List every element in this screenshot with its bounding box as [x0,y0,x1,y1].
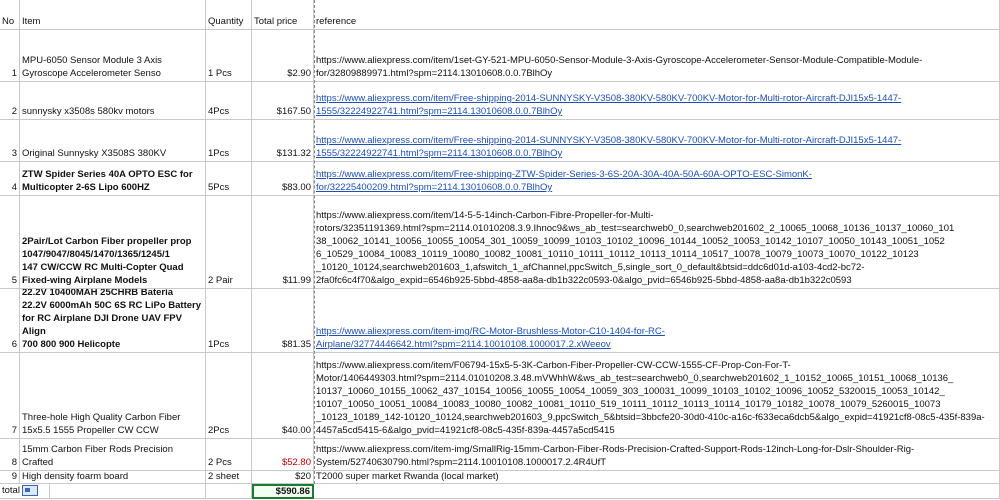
row-number[interactable]: 9 [0,471,20,484]
item-cell[interactable] [20,353,206,439]
reference-line: https://www.aliexpress.com/item/Free-shipping-2014-SUNNYSKY-V3508-380KV-580KV-700KV-Motor-for-Multi-rotor-Aircraft-DJI15x5-1447- [316,135,902,146]
reference-link[interactable] [314,162,1000,196]
price-cell[interactable]: $11.99 [252,196,314,289]
item-line: High density foarm board [22,471,129,482]
total-value[interactable]: $590.86 [252,484,314,499]
paste-options-icon[interactable] [22,485,38,496]
reference-line: 1555/32224922741.html?spm=2114.13010608.0.0.7BlhOy [316,148,563,159]
empty-cell[interactable] [50,484,206,499]
item-cell[interactable] [20,82,206,120]
price-cell[interactable]: $52.80 [252,439,314,471]
item-line: 15mm Carbon Fiber Rods Precision [22,444,174,455]
reference-line: https://www.aliexpress.com/item-img/RC-Motor-Brushless-Motor-C10-1404-for-RC- [316,326,665,337]
reference-link[interactable] [314,82,1000,120]
item-line: 1047/9047/8045/1470/1365/1245/1 [22,249,170,260]
row-number[interactable]: 7 [0,353,20,439]
item-cell[interactable] [20,120,206,162]
row-number[interactable]: 1 [0,30,20,82]
item-line: sunnysky x3508s 580kv motors [22,106,155,117]
header-quantity[interactable]: Quantity [206,0,252,30]
item-line: Crafted [22,457,54,468]
reference-line: 10107_10050_10051_10084_10083_10080_10082_10081_10110_519_10111_10112_10113_10114_10179_10182_10078_10079_5260015_10073 [316,399,941,410]
reference-cell[interactable] [314,439,1000,471]
reference-cell[interactable] [314,30,1000,82]
row-number[interactable]: 6 [0,289,20,353]
price-cell[interactable]: $40.00 [252,353,314,439]
price-cell[interactable]: $131.32 [252,120,314,162]
row-number[interactable]: 8 [0,439,20,471]
item-line: Fixed-wing Airplane Models [22,275,148,286]
reference-line: https://www.aliexpress.com/item/F06794-15x5-5-3K-Carbon-Fiber-Propeller-CW-CCW-1555-CF-Prop-Con-For-T- [316,360,791,371]
price-cell[interactable]: $20 [252,471,314,484]
row-number[interactable]: 4 [0,162,20,196]
total-label: total [2,485,20,496]
table-row [0,353,1000,439]
reference-line: https://www.aliexpress.com/item/Free-shipping-ZTW-Spider-Series-3-6S-20A-30A-40A-50A-60A-OPTO-ESC-SimonK- [316,169,812,180]
header-row [0,0,1000,30]
item-cell[interactable] [20,439,206,471]
table-row [0,82,1000,120]
row-number[interactable]: 5 [0,196,20,289]
reference-line: Airplane/32774446642.html?spm=2114.10010108.1000017.2.xWeeov [316,339,611,350]
header-no[interactable]: No [0,0,20,30]
price-cell[interactable]: $83.00 [252,162,314,196]
item-line: for RC Airplane DJI Drone UAV FPV Align [22,313,182,337]
reference-line: 4457a5cd5415-6&algo_pvid=41921cf8-08c5-435f-839a-4457a5cd5415 [316,425,615,436]
item-cell[interactable] [20,30,206,82]
reference-link[interactable] [314,120,1000,162]
row-number[interactable]: 2 [0,82,20,120]
reference-line: T2000 super market Rwanda (local market) [316,471,499,482]
quantity-cell[interactable]: 1Pcs [206,120,252,162]
reference-line: rotors/32351191369.html?spm=2114.01010208.3.9.Ihnoc9&ws_ab_test=searchweb0_0,searchweb201602_2_10065_10068_10136_10137_10060_101 [316,223,955,234]
table-row [0,162,1000,196]
reference-line: https://www.aliexpress.com/item/1set-GY-521-MPU-6050-Sensor-Module-3-Axis-Gyroscope-Accelerometer-Sensor-Module-Compatible-Module- [316,55,923,66]
empty-cell[interactable] [314,484,1000,499]
item-line: 700 800 900 Helicopte [22,339,121,350]
table-row [0,196,1000,289]
table-row [0,120,1000,162]
header-reference[interactable]: reference [314,0,1000,30]
price-cell[interactable]: $2.90 [252,30,314,82]
reference-line: System/52740630790.html?spm=2114.10010108.1000017.2.4R4UfT [316,457,607,468]
row-number[interactable]: 3 [0,120,20,162]
table-row [0,289,1000,353]
item-cell[interactable] [20,289,206,353]
quantity-cell[interactable]: 2 Pcs [206,439,252,471]
item-line: Gyroscope Accelerometer Senso [22,68,161,79]
reference-line: 10137_10060_10155_10062_437_10154_10056_10055_10054_10059_303_100031_10099_10103_10102_10096_10052_5320015_10053_10142_ [316,386,945,397]
empty-cell[interactable] [206,484,252,499]
quantity-cell[interactable]: 5Pcs [206,162,252,196]
reference-line: for/32809889971.html?spm=2114.13010608.0.0.7BlhOy [316,68,553,79]
item-cell[interactable] [20,162,206,196]
reference-line: 6_10529_10084_10083_10119_10080_10082_10081_10110_10111_10112_10113_10114_10517_10078_10079_10073_10070_10122_10123 [316,249,919,260]
reference-line: _10120_10124,searchweb201603_1,afswitch_1_afChannel,ppcSwitch_5,single_sort_0_default&btsid=ddc6d01d-a103-4cd2-bc72- [316,262,865,273]
item-cell[interactable] [20,196,206,289]
table-row [0,439,1000,471]
page-break-line [314,0,315,484]
reference-cell[interactable] [314,196,1000,289]
header-total-price[interactable]: Total price [252,0,314,30]
item-line: MPU-6050 Sensor Module 3 Axis [22,55,162,66]
item-line: 22.2V 6000mAh 50C 6S RC LiPo Battery [22,300,201,311]
reference-line: https://www.aliexpress.com/item/Free-shipping-2014-SUNNYSKY-V3508-380KV-580KV-700KV-Motor-for-Multi-rotor-Aircraft-DJI15x5-1447- [316,93,902,104]
reference-line: _10123_10189_142-10120_10124,searchweb201603_9,ppcSwitch_5&btsid=3bbcfe20-30d0-410c-a16c-f633eca6dcb5&algo_expid=41921cf8-08c5-435f-839a- [316,412,985,423]
reference-line: https://www.aliexpress.com/item-img/SmallRig-15mm-Carbon-Fiber-Rods-Precision-Crafted-Support-Rods-12inch-Long-for-Dslr-Shoulder-Rig- [316,444,915,455]
reference-line: 38_10062_10141_10056_10055_10054_301_10059_10099_10103_10102_10096_10144_10052_10053_10142_10107_10050_10143_10051_1052 [316,236,945,247]
quantity-cell[interactable]: 2 Pair [206,196,252,289]
reference-cell[interactable] [314,353,1000,439]
item-line: 2Pair/Lot Carbon Fiber propeller prop [22,236,192,247]
quantity-cell[interactable]: 1Pcs [206,289,252,353]
reference-line: for/32225400209.html?spm=2114.13010608.0.0.7BlhOy [316,182,553,193]
price-cell[interactable]: $81.35 [252,289,314,353]
header-item[interactable]: Item [20,0,206,30]
item-line: 147 CW/CCW RC Multi-Copter Quad [22,262,184,273]
table-row [0,30,1000,82]
item-line: Multicopter 2-6S Lipo 600HZ [22,182,150,193]
price-cell[interactable]: $167.50 [252,82,314,120]
quantity-cell[interactable]: 2Pcs [206,353,252,439]
table-row [0,471,1000,484]
item-line: 22.2V 10400MAH 25CHRB Bateria [22,289,174,298]
item-line: ZTW Spider Series 40A OPTO ESC for [22,169,193,180]
total-row [0,484,1000,499]
item-line: Original Sunnysky X3508S 380KV [22,148,167,159]
quantity-cell[interactable]: 2 sheet [206,471,252,484]
quantity-cell[interactable]: 4Pcs [206,82,252,120]
reference-line: Motor/1406449303.html?spm=2114.01010208.3.48.mVWhhW&ws_ab_test=searchweb0_0,searchweb201602_1_10152_10065_10151_10068_10136_ [316,373,954,384]
reference-cell[interactable] [314,471,1000,484]
total-label-cell[interactable] [0,484,50,499]
reference-link[interactable] [314,289,1000,353]
item-cell[interactable] [20,471,206,484]
item-line: Three-hole High Quality Carbon Fiber [22,412,181,423]
reference-line: 2fa0fc6c4f70&algo_expid=6546b925-5bbd-4858-aa8a-db1b322c0593-0&algo_pvid=6546b925-5bbd-4858-aa8a-db1b322c0593 [316,275,852,286]
quantity-cell[interactable]: 1 Pcs [206,30,252,82]
reference-line: https://www.aliexpress.com/item/14-5-5-14inch-Carbon-Fibre-Propeller-for-Multi- [316,210,654,221]
reference-line: 1555/32224922741.html?spm=2114.13010608.0.0.7BlhOy [316,106,563,117]
item-line: 15x5.5 1555 Propeller CW CCW [22,425,159,436]
